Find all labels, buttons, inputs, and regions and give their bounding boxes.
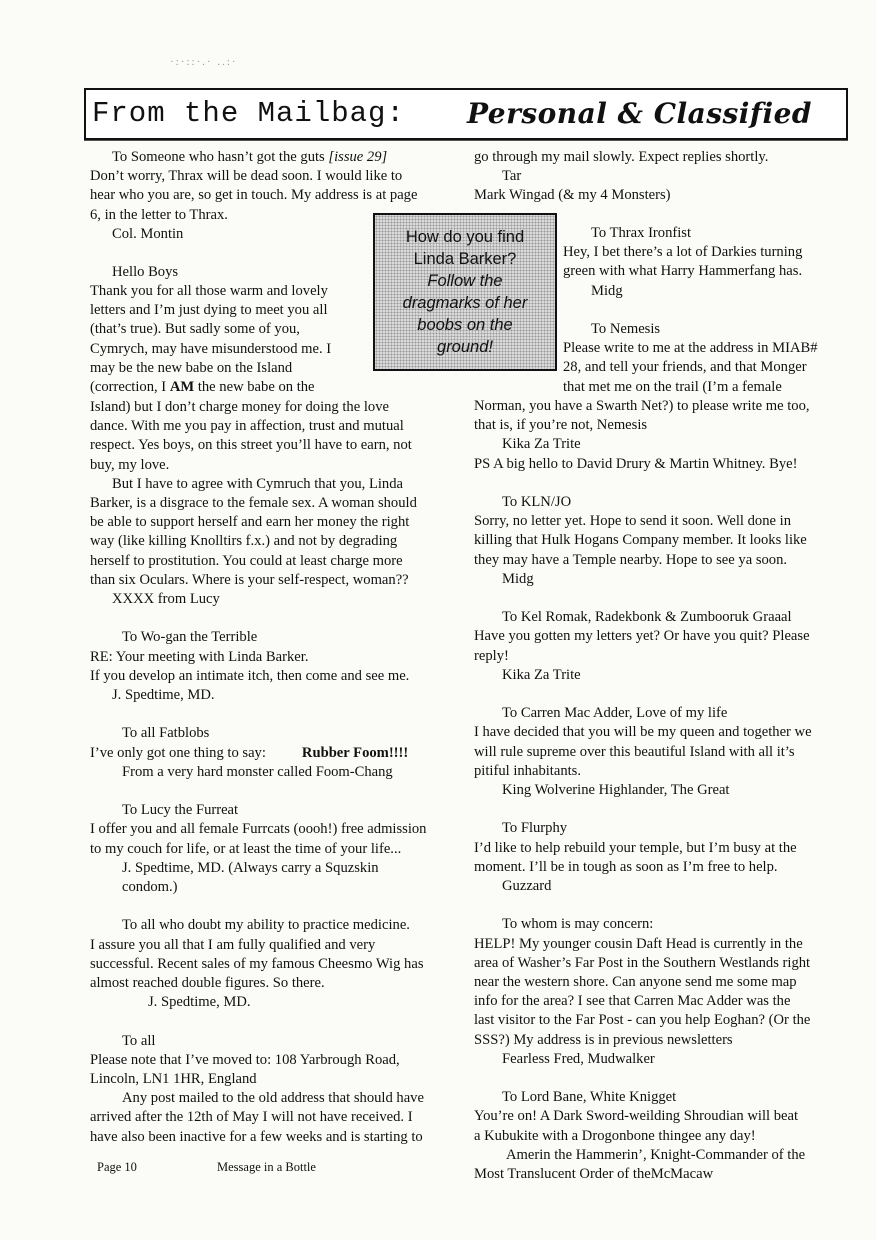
salutation: To Someone who hasn’t got the guts [issue 29]	[112, 149, 388, 165]
text-line: 28, and tell your friends, and that Monger	[563, 359, 807, 376]
text-line: Thank you for all those warm and lovely	[90, 283, 328, 299]
salutation: To Flurphy	[502, 820, 568, 837]
signature: XXXX from Lucy	[112, 591, 220, 608]
signature: From a very hard monster called Foom-Chang	[122, 763, 393, 780]
text-line: Have you gotten my letters yet? Or have you quit? Please	[474, 628, 810, 645]
text-line: Most Translucent Order of theMcMacaw	[474, 1166, 714, 1183]
right-column-narrow	[563, 224, 848, 397]
signature: King Wolverine Highlander, The Great	[502, 782, 730, 799]
text-line: condom.)	[122, 879, 178, 896]
text-line: that met me on the trail (I’m a female	[563, 378, 782, 395]
text-line: I assure you all that I am fully qualified and very	[90, 936, 376, 953]
text-line: I’ve only got one thing to say: Rubber Foom!!!!	[90, 744, 409, 761]
text-line: a Kubukite with a Drogonbone thingee any day!	[474, 1127, 756, 1144]
salutation: To KLN/JO	[502, 494, 572, 510]
signature: J. Spedtime, MD. (Always carry a Squzskin	[122, 859, 379, 876]
signature: Kika Za Trite	[502, 436, 581, 453]
text-line: dance. With me you pay in affection, trust and mutual	[90, 418, 404, 435]
text-line: Please note that I’ve moved to: 108 Yarbrough Road,	[90, 1051, 400, 1068]
text-line: will rule supreme over this beautiful Island with all it’s	[474, 743, 795, 760]
callout-line: How do you find	[405, 228, 525, 246]
text-line: HELP! My younger cousin Daft Head is currently in the	[474, 935, 803, 952]
text-line: go through my mail slowly. Expect replies shortly.	[474, 149, 769, 165]
text-line: I offer you and all female Furrcats (oooh!) free admission	[90, 821, 427, 838]
text-line: But I have to agree with Cymruch that you, Linda	[112, 475, 403, 492]
text-line: SSS?) My address is in previous newsletters	[474, 1031, 733, 1048]
scan-noise-top: ·:·::·.· ..:·	[170, 56, 238, 68]
text-line: Sorry, no letter yet. Hope to send it soon. Well done in	[474, 513, 791, 530]
publication-name: Message in a Bottle	[217, 1160, 316, 1174]
signature: Kika Za Trite	[502, 666, 581, 683]
text-line: PS A big hello to David Drury & Martin Whitney. Bye!	[474, 455, 798, 472]
text-line: Any post mailed to the old address that should have	[122, 1090, 424, 1107]
text-line: be able to support herself and earn her money the right	[90, 514, 410, 531]
page-header	[84, 88, 848, 140]
text-line: Barker, is a disgrace to the female sex. A woman should	[90, 495, 417, 512]
page-number: Page 10	[97, 1160, 137, 1174]
text-line: Lincoln, LN1 1HR, England	[90, 1071, 257, 1088]
text-line: may be the new babe on the Island	[90, 359, 293, 376]
left-column-narrow	[90, 282, 368, 397]
text-line: reply!	[474, 647, 509, 664]
text-line: letters and I’m just dying to meet you all	[90, 302, 328, 319]
text-line: hear who you are, so get in touch. My address is at page	[90, 187, 418, 204]
text-line: green with what Harry Hammerfang has.	[563, 263, 803, 280]
callout-line: Follow the	[427, 272, 503, 290]
header-title-bold: Personal & Classified	[466, 97, 812, 130]
salutation: To Kel Romak, Radekbonk & Zumbooruk Graaal	[502, 609, 792, 626]
signature: Col. Montin	[112, 225, 184, 242]
text-line: I’d like to help rebuild your temple, but I’m busy at the	[474, 839, 797, 856]
text-line: pitiful inhabitants.	[474, 762, 582, 779]
signature: Amerin the Hammerin’, Knight-Commander of the	[506, 1146, 806, 1163]
text-line: info for the area? I see that Carren Mac Adder was the	[474, 993, 791, 1010]
text-line: they may have a Temple nearby. Hope to see ya soon.	[474, 551, 788, 568]
text-line: way (like killing Knolltirs f.x.) and not by degrading	[90, 533, 398, 550]
callout-line: ground!	[437, 338, 493, 356]
text-line: moment. I’ll be in tough as soon as I’m free to help.	[474, 858, 778, 875]
signature: Midg	[591, 282, 623, 299]
text-line: near the western shore. Can anyone send me some map	[474, 974, 797, 991]
text-line: area of Washer’s Far Post in the Southern Westlands right	[474, 954, 811, 971]
salutation: To all	[122, 1032, 156, 1049]
text-line: than six Oculars. Where is your self-respect, woman??	[90, 571, 409, 588]
text-line: (that’s true). But sadly some of you,	[90, 321, 300, 338]
text-line: Island) but I don’t charge money for doing the love	[90, 399, 389, 415]
text-line: killing that Hulk Hogans Company member. It looks like	[474, 532, 807, 549]
salutation: To Wo-gan the Terrible	[122, 629, 258, 646]
text-line: Please write to me at the address in MIAB#	[563, 340, 818, 357]
text-line: last visitor to the Far Post - can you help Eoghan? (Or the	[474, 1012, 811, 1029]
header-rule	[84, 140, 848, 141]
right-column-top	[474, 148, 848, 206]
salutation: To all who doubt my ability to practice medicine.	[122, 917, 410, 934]
text-line: to my couch for life, or at least the time of your life...	[90, 840, 402, 857]
text-line: You’re on! A Dark Sword-weilding Shroudian will beat	[474, 1108, 799, 1125]
salutation: Hello Boys	[112, 264, 179, 281]
left-column-top	[90, 148, 466, 282]
text-line: arrived after the 12th of May I will not have received. I	[90, 1109, 413, 1126]
signature: Tar	[502, 168, 522, 185]
salutation: To Carren Mac Adder, Love of my life	[502, 705, 728, 722]
text-line: If you develop an intimate itch, then come and see me.	[90, 667, 410, 684]
text-line: that is, if you’re not, Nemesis	[474, 417, 648, 434]
salutation: To whom is may concern:	[502, 916, 654, 933]
signature: Mark Wingad (& my 4 Monsters)	[474, 187, 671, 204]
text-line: Norman, you have a Swarth Net?) to please write me too,	[474, 398, 810, 414]
text-line: 6, in the letter to Thrax.	[90, 206, 228, 223]
callout-line: dragmarks of her	[402, 294, 528, 312]
signature: Midg	[502, 570, 534, 587]
signature: J. Spedtime, MD.	[148, 994, 251, 1011]
salutation: To Lord Bane, White Knigget	[502, 1089, 677, 1106]
text-line: buy, my love.	[90, 456, 170, 473]
text-line: Hey, I bet there’s a lot of Darkies turning	[563, 244, 803, 261]
text-line: (correction, I AM the new babe on the	[90, 379, 315, 396]
salutation: To Thrax Ironfist	[591, 225, 692, 241]
signature: Guzzard	[502, 878, 552, 895]
salutation: To all Fatblobs	[122, 725, 210, 742]
text-line: almost reached double figures. So there.	[90, 975, 325, 992]
left-column-main	[90, 398, 466, 1147]
text-line: respect. Yes boys, on this street you’ll have to earn, not	[90, 437, 412, 454]
text-line: herself to prostitution. You could at least charge more	[90, 552, 403, 569]
callout-line: Linda Barker?	[413, 250, 517, 268]
text-line: I have decided that you will be my queen and together we	[474, 724, 812, 741]
salutation: To Lucy the Furreat	[122, 802, 239, 819]
text-line: have also been inactive for a few weeks and is starting to	[90, 1128, 423, 1145]
text-line: successful. Recent sales of my famous Cheesmo Wig has	[90, 955, 424, 972]
text-line: Don’t worry, Thrax will be dead soon. I would like to	[90, 168, 403, 185]
salutation: To Nemesis	[591, 321, 661, 337]
callout-line: boobs on the	[417, 316, 513, 334]
text-line: RE: Your meeting with Linda Barker.	[90, 648, 309, 665]
header-title-mono: From the Mailbag:	[92, 97, 405, 130]
signature: J. Spedtime, MD.	[112, 687, 215, 704]
signature: Fearless Fred, Mudwalker	[502, 1050, 655, 1067]
right-column-main	[474, 397, 848, 1184]
text-line: Cymrych, may have misunderstood me. I	[90, 340, 332, 357]
